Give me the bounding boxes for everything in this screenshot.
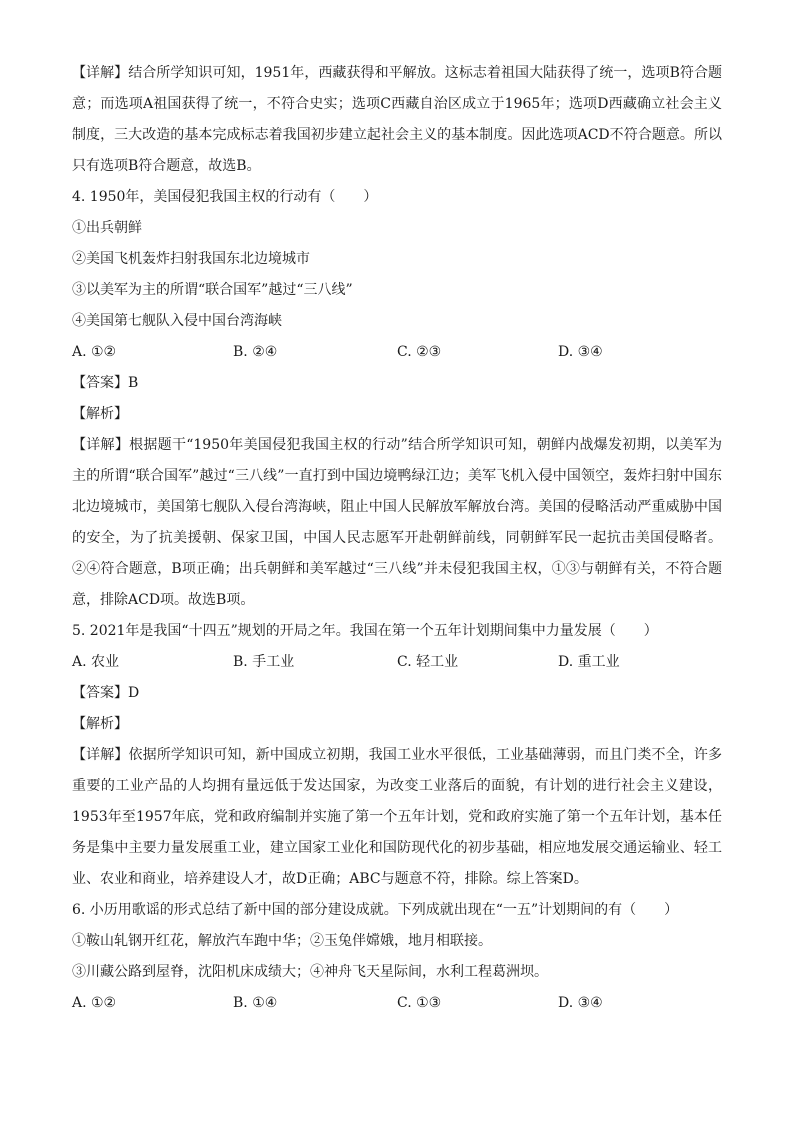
q5-option-a: A. 农业 [72, 654, 120, 670]
q5-option-c: C. 轻工业 [397, 654, 459, 670]
q4-detail: 【详解】根据题干“1950年美国侵犯我国主权的行动”结合所学知识可知，朝鲜内战爆发初期，以美军为主的所谓“联合国军”越过“三八线”一直打到中国边境鸭绿江边；美军飞机入侵中国领空，轰炸扫射中国东北边境城市，美国第七舰队入侵台湾海峡，阻止中国人民解放军解放台湾。美国的侵略活动严重威胁中国的安全，为了抗美援朝、保家卫国，中国人民志愿军开赴朝鲜前线，同朝鲜军民一起抗击美国侵略者。②④符合题意，B项正确；出兵朝鲜和美军越过“三八线”并未侵犯我国主权，①③与朝鲜有关，不符合题意，排除ACD项。故选B项。 [72, 437, 722, 608]
q5-option-b: B. 手工业 [233, 654, 295, 670]
q3-detail: 【详解】结合所学知识可知，1951年，西藏获得和平解放。这标志着祖国大陆获得了统一，选项B符合题意；而选项A祖国获得了统一，不符合史实；选项C西藏自治区成立于1965年；选项D西藏确立社会主义制度，三大改造的基本完成标志着我国初步建立起社会主义的基本制度。因此选项ACD不符合题意。所以只有选项B符合题意，故选B。 [72, 65, 722, 174]
q6-option-a: A. ①② [72, 995, 117, 1011]
q4-item-4: ④美国第七舰队入侵中国台湾海峡 [72, 313, 282, 329]
q6-option-c: C. ①③ [397, 995, 442, 1011]
q5-stem: 5. 2021年是我国“十四五”规划的开局之年。我国在第一个五年计划期间集中力量发展（ ） [72, 623, 658, 639]
q4-item-2: ②美国飞机轰炸扫射我国东北边境城市 [72, 251, 310, 267]
q6-item-2: ③川藏公路到屋脊，沈阳机床成绩大；④神舟飞天星际间，水利工程葛洲坝。 [72, 964, 548, 980]
q4-stem: 4. 1950年，美国侵犯我国主权的行动有（ ） [72, 189, 378, 205]
q4-option-c: C. ②③ [397, 344, 442, 360]
q5-detail: 【详解】依据所学知识可知，新中国成立初期，我国工业水平很低，工业基础薄弱，而且门类不全，许多重要的工业产品的人均拥有量远低于发达国家，为改变工业落后的面貌，有计划的进行社会主义建设，1953年至1957年底，党和政府编制并实施了第一个五年计划，党和政府实施了第一个五年计划，基本任务是集中主要力量发展重工业，建立国家工业化和国防现代化的初步基础，相应地发展交通运输业、轻工业、农业和商业，培养建设人才，故D正确；ABC与题意不符，排除。综上答案D。 [72, 747, 722, 887]
q6-option-b: B. ①④ [233, 995, 278, 1011]
q5-option-d: D. 重工业 [558, 654, 620, 670]
q4-options [72, 337, 722, 368]
q5-answer: 【答案】D [72, 685, 140, 701]
q6-stem: 6. 小历用歌谣的形式总结了新中国的部分建设成就。下列成就出现在“一五”计划期间的有（ ） [72, 902, 679, 918]
q6-options [72, 988, 722, 1019]
q4-item-3: ③以美军为主的所谓“联合国军”越过“三八线” [72, 282, 353, 298]
q4-option-b: B. ②④ [233, 344, 278, 360]
document-page [72, 58, 722, 1019]
q4-option-d: D. ③④ [558, 344, 603, 360]
q4-analysis-label: 【解析】 [72, 406, 128, 422]
q5-analysis-label: 【解析】 [72, 716, 128, 732]
q6-option-d: D. ③④ [558, 995, 603, 1011]
q5-options [72, 647, 722, 678]
q6-item-1: ①鞍山轧钢开红花，解放汽车跑中华；②玉兔伴嫦娥，地月相联接。 [72, 933, 492, 949]
q4-answer: 【答案】B [72, 375, 139, 391]
q4-option-a: A. ①② [72, 344, 117, 360]
q4-item-1: ①出兵朝鲜 [72, 220, 142, 236]
